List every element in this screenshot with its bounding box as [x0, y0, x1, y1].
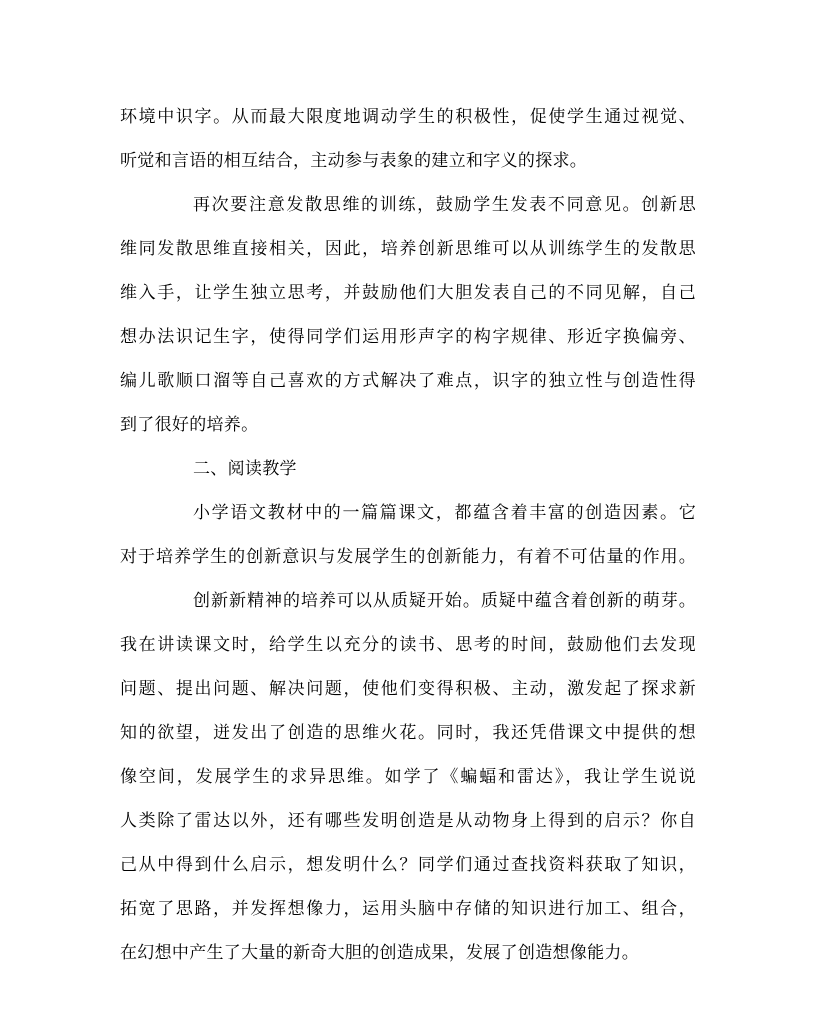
body-line: 对于培养学生的创新意识与发展学生的创新能力，有着不可估量的作用。: [120, 547, 696, 567]
body-line: 想办法识记生字，使得同学们运用形声字的构字规律、形近字换偏旁、: [120, 327, 696, 347]
body-line: 维同发散思维直接相关，因此，培养创新思维可以从训练学生的发散思: [120, 239, 696, 259]
body-line: 编儿歌顺口溜等自己喜欢的方式解决了难点，识字的独立性与创造性得: [120, 371, 696, 391]
body-line: 人类除了雷达以外，还有哪些发明创造是从动物身上得到的启示？你自: [120, 811, 696, 831]
body-line: 听觉和言语的相互结合，主动参与表象的建立和字义的探求。: [120, 151, 588, 171]
body-line: 在幻想中产生了大量的新奇大胆的创造成果，发展了创造想像能力。: [120, 943, 639, 963]
body-line: 问题、提出问题、解决问题，使他们变得积极、主动，激发起了探求新: [120, 679, 696, 699]
body-line: 我在讲读课文时，给学生以充分的读书、思考的时间，鼓励他们去发现: [120, 635, 696, 655]
body-line: 己从中得到什么启示，想发明什么？同学们通过查找资料获取了知识，: [120, 855, 696, 875]
paragraph-first-line: 再次要注意发散思维的训练，鼓励学生发表不同意见。创新思: [193, 195, 696, 215]
section-heading: 二、阅读教学: [193, 459, 297, 479]
body-line: 像空间，发展学生的求异思维。如学了《蝙蝠和雷达》，我让学生说说: [120, 767, 696, 787]
body-line: 知的欲望，迸发出了创造的思维火花。同时，我还凭借课文中提供的想: [120, 723, 696, 743]
body-line: 环境中识字。从而最大限度地调动学生的积极性，促使学生通过视觉、: [120, 107, 696, 127]
paragraph-first-line: 小学语文教材中的一篇篇课文，都蕴含着丰富的创造因素。它: [193, 503, 696, 523]
body-line: 拓宽了思路，并发挥想像力，运用头脑中存储的知识进行加工、组合，: [120, 899, 696, 919]
body-line: 维入手，让学生独立思考，并鼓励他们大胆发表自己的不同见解，自己: [120, 283, 696, 303]
body-line: 到了很好的培养。: [120, 415, 259, 435]
paragraph-first-line: 创新新精神的培养可以从质疑开始。质疑中蕴含着创新的萌芽。: [193, 591, 696, 611]
